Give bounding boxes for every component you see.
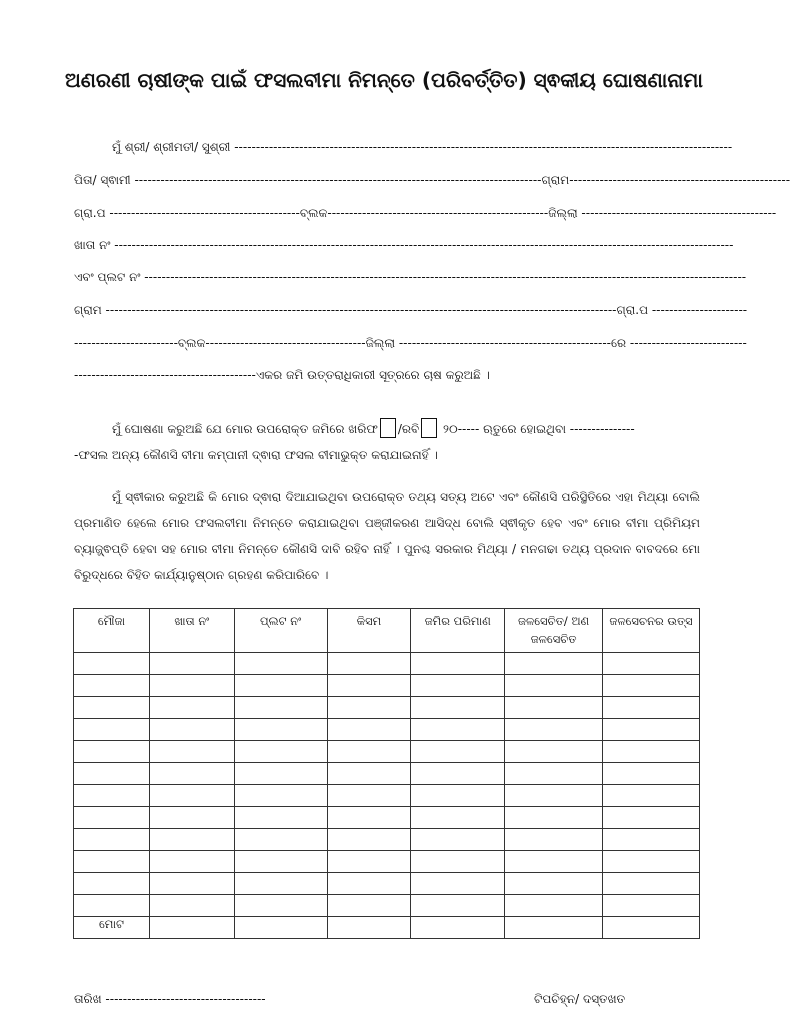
table-cell[interactable] (505, 785, 603, 807)
table-cell[interactable] (234, 763, 327, 785)
acre-line: ------------------------------------------ଏକର ଜମି ଉତ୍ତରାଧିକାରୀ ସୂତ୍ରରେ ଚାଷ କରୁଅଛି । (74, 368, 490, 382)
table-cell[interactable] (411, 873, 505, 895)
table-cell[interactable] (327, 785, 411, 807)
header-irrigated: ଜଳସେଚିତ/ ଅଣ ଜଳସେଚିତ (505, 609, 603, 653)
table-cell[interactable] (411, 697, 505, 719)
declaration-text-4: -ଫସଲ ଅନ୍ୟ କୌଣସି ବୀମା କମ୍ପାନୀ ଦ୍ଵାରା ଫସଲ ବୀମାଭୁକ୍ତ କରାଯାଇନାହିଁ । (74, 448, 438, 462)
total-label: ମୋଟ (74, 917, 150, 939)
table-cell[interactable] (74, 697, 150, 719)
table-cell[interactable] (149, 763, 234, 785)
table-cell[interactable] (411, 917, 505, 939)
village-dashes: --------------------------------------------------- (569, 173, 790, 187)
declaration-text-1: ମୁଁ ଘୋଷଣା କରୁଅଛି ଯେ ମୋର ଉପରୋକ୍ତ ଜମିରେ ଖରିଫ (112, 422, 378, 436)
table-cell[interactable] (505, 873, 603, 895)
table-cell[interactable] (603, 917, 700, 939)
table-cell[interactable] (149, 829, 234, 851)
table-row (74, 763, 700, 785)
date-field: ତାରିଖ ------------------------------------- (74, 992, 266, 1006)
table-cell[interactable] (603, 873, 700, 895)
table-cell[interactable] (234, 895, 327, 917)
header-area: ଜମିର ପରିମାଣ (411, 609, 505, 653)
table-cell[interactable] (505, 697, 603, 719)
declaration-paragraph-2: ମୁଁ ସ୍ଵୀକାର କରୁଅଛି କି ମୋର ଦ୍ଵାରା ଦିଆଯାଇଥିବା ଉପରୋକ୍ତ ତଥ୍ୟ ସତ୍ୟ ଅଟେ ଏବଂ କୌଣସି ପରିସ୍ଥିତିରେ ଏହା ମିଥ୍ୟା ବୋଲି ପ୍ରମାଣିତ ହେଲେ ମୋର ଫସଲବୀମା ନିମନ୍ତେ କରାଯାଇଥିବା ପଞ୍ଜୀକରଣ ଆସିଦ୍ଧ ବୋଲି ସ୍ଵୀକୃତ ହେବ ଏବଂ ମୋର ବୀମା ପ୍ରିମିୟମ ବ୍ୟାଜ୍ଜ୍ଵପ୍ତି ହେବା ସହ ମୋର ବୀମା ନିମନ୍ତେ କୌଣସି ଦାବି ରହିବ ନାହିଁ । ପୁନଶ୍ଚ ସରକାର ମିଥ୍ୟା / ମନଗଢା ତଥ୍ୟ ପ୍ରଦାନ ବାବଦରେ ମୋ ବିରୁଦ୍ଧରେ ବିହିତ କାର୍ଯ୍ୟାନୁଷ୍ଠାନ ଗ୍ରହଣ କରିପାରିବେ । (74, 490, 700, 582)
table-row (74, 719, 700, 741)
table-cell[interactable] (74, 653, 150, 675)
table-row (74, 697, 700, 719)
declaration-paragraph-1 (74, 416, 700, 468)
table-cell[interactable] (327, 829, 411, 851)
header-plot: ପ୍ଲଟ ନଂ (234, 609, 327, 653)
table-cell[interactable] (149, 697, 234, 719)
signature-label: ଟିପଚିହ୍ନ/ ଦସ୍ତଖତ (534, 992, 626, 1006)
table-cell[interactable] (505, 851, 603, 873)
table-cell[interactable] (505, 895, 603, 917)
header-mouza: ମୌଜା (74, 609, 150, 653)
table-cell[interactable] (74, 763, 150, 785)
table-cell[interactable] (327, 763, 411, 785)
header-kisam: କିସମ (327, 609, 411, 653)
table-cell[interactable] (327, 917, 411, 939)
header-irrigation-source: ଜଳସେଚନର ଉତ୍ସ (603, 609, 700, 653)
table-cell[interactable] (327, 653, 411, 675)
table-row (74, 851, 700, 873)
table-cell[interactable] (234, 807, 327, 829)
table-cell[interactable] (327, 873, 411, 895)
table-cell[interactable] (603, 785, 700, 807)
table-cell[interactable] (411, 763, 505, 785)
table-cell[interactable] (149, 895, 234, 917)
table-cell[interactable] (603, 697, 700, 719)
table-cell[interactable] (327, 719, 411, 741)
table-cell[interactable] (603, 763, 700, 785)
land-details-table (73, 608, 700, 939)
table-cell[interactable] (234, 917, 327, 939)
table-cell[interactable] (234, 653, 327, 675)
table-cell[interactable] (327, 895, 411, 917)
table-cell[interactable] (411, 829, 505, 851)
table-cell[interactable] (327, 851, 411, 873)
table-cell[interactable] (149, 873, 234, 895)
table-cell[interactable] (149, 653, 234, 675)
table-cell[interactable] (149, 917, 234, 939)
table-cell[interactable] (505, 653, 603, 675)
table-cell[interactable] (603, 653, 700, 675)
table-cell[interactable] (411, 719, 505, 741)
table-cell[interactable] (234, 785, 327, 807)
father-village-line (74, 172, 790, 188)
table-row (74, 895, 700, 917)
table-cell[interactable] (149, 675, 234, 697)
table-cell[interactable] (411, 807, 505, 829)
table-cell[interactable] (603, 719, 700, 741)
table-cell[interactable] (505, 807, 603, 829)
table-cell[interactable] (234, 719, 327, 741)
table-row (74, 807, 700, 829)
table-cell[interactable] (603, 675, 700, 697)
table-cell[interactable] (74, 741, 150, 763)
table-cell[interactable] (327, 697, 411, 719)
table-cell[interactable] (149, 851, 234, 873)
name-line: ମୁଁ ଶ୍ରୀ/ ଶ୍ରୀମତୀ/ ସୁଶ୍ରୀ ------------------------------------------------------------------------------------------------------------------- (112, 140, 733, 154)
table-cell[interactable] (74, 719, 150, 741)
table-row (74, 785, 700, 807)
table-cell[interactable] (603, 829, 700, 851)
table-cell[interactable] (505, 763, 603, 785)
table-cell[interactable] (149, 807, 234, 829)
kharif-checkbox[interactable] (380, 418, 396, 438)
header-khata: ଖାତା ନଂ (149, 609, 234, 653)
table-cell[interactable] (327, 807, 411, 829)
table-cell[interactable] (505, 829, 603, 851)
table-cell[interactable] (74, 851, 150, 873)
table-cell[interactable] (74, 807, 150, 829)
table-cell[interactable] (603, 807, 700, 829)
declaration-text-2: /ରବି (397, 422, 420, 436)
table-cell[interactable] (74, 675, 150, 697)
village-gp-line: ଗ୍ରାମ ----------------------------------------------------------------------------------------------------------------------ଗ୍ରା.ପ ---------------------- (74, 303, 748, 317)
table-cell[interactable] (603, 741, 700, 763)
table-cell[interactable] (505, 675, 603, 697)
table-total-row (74, 917, 700, 939)
table-cell[interactable] (603, 895, 700, 917)
table-cell[interactable] (234, 873, 327, 895)
table-cell[interactable] (149, 741, 234, 763)
table-header-row (74, 609, 700, 653)
plot-line: ଏବଂ ପ୍ଲଟ ନଂ ------------------------------------------------------------------------------------------------------------------------------------------- (74, 270, 747, 284)
declaration-text-3: ୨୦----- ଋତୁରେ ହୋଇଥିବା --------------- (443, 422, 635, 436)
table-cell[interactable] (327, 741, 411, 763)
table-cell[interactable] (74, 785, 150, 807)
table-cell[interactable] (149, 785, 234, 807)
form-title: ଅଣରଣୀ ଚାଷୀଙ୍କ ପାଇଁ ଫସଲବୀମା ନିମନ୍ତେ (ପରିବର୍ତ୍ତିତ) ସ୍ଵକୀୟ ଘୋଷଣାନାମା (65, 68, 703, 92)
table-cell[interactable] (411, 741, 505, 763)
table-cell[interactable] (234, 675, 327, 697)
table-cell[interactable] (505, 917, 603, 939)
table-cell[interactable] (411, 895, 505, 917)
gp-block-district-line: ଗ୍ରା.ପ --------------------------------------------ବ୍ଲକ---------------------------------------------------ଜିଲ୍ଲା --------------------------------------------- (74, 206, 777, 220)
table-row (74, 675, 700, 697)
table-cell[interactable] (234, 851, 327, 873)
table-cell[interactable] (234, 741, 327, 763)
table-cell[interactable] (234, 697, 327, 719)
table-cell[interactable] (603, 851, 700, 873)
table-cell[interactable] (505, 719, 603, 741)
table-row (74, 653, 700, 675)
table-cell[interactable] (234, 829, 327, 851)
table-cell[interactable] (505, 741, 603, 763)
table-cell[interactable] (74, 873, 150, 895)
table-cell[interactable] (327, 675, 411, 697)
table-cell[interactable] (74, 829, 150, 851)
table-body (74, 653, 700, 939)
khata-line: ଖାତା ନଂ ----------------------------------------------------------------------------------------------------------------------------------------------- (74, 238, 734, 252)
table-cell[interactable] (411, 675, 505, 697)
table-row (74, 873, 700, 895)
table-cell[interactable] (411, 785, 505, 807)
block-district-line: ------------------------ବ୍ଲକ-------------------------------------ଜିଲ୍ଲା -------------------------------------------------ରେ --------------------------- (74, 336, 747, 350)
table-row (74, 829, 700, 851)
table-row (74, 741, 700, 763)
table-cell[interactable] (411, 851, 505, 873)
rabi-checkbox[interactable] (421, 418, 437, 438)
father-label: ପିତା/ ସ୍ଵାମୀ ----------------------------------------------------------------------------------------------ଗ୍ରାମ (74, 173, 570, 187)
table-cell[interactable] (74, 895, 150, 917)
table-cell[interactable] (411, 653, 505, 675)
table-cell[interactable] (149, 719, 234, 741)
